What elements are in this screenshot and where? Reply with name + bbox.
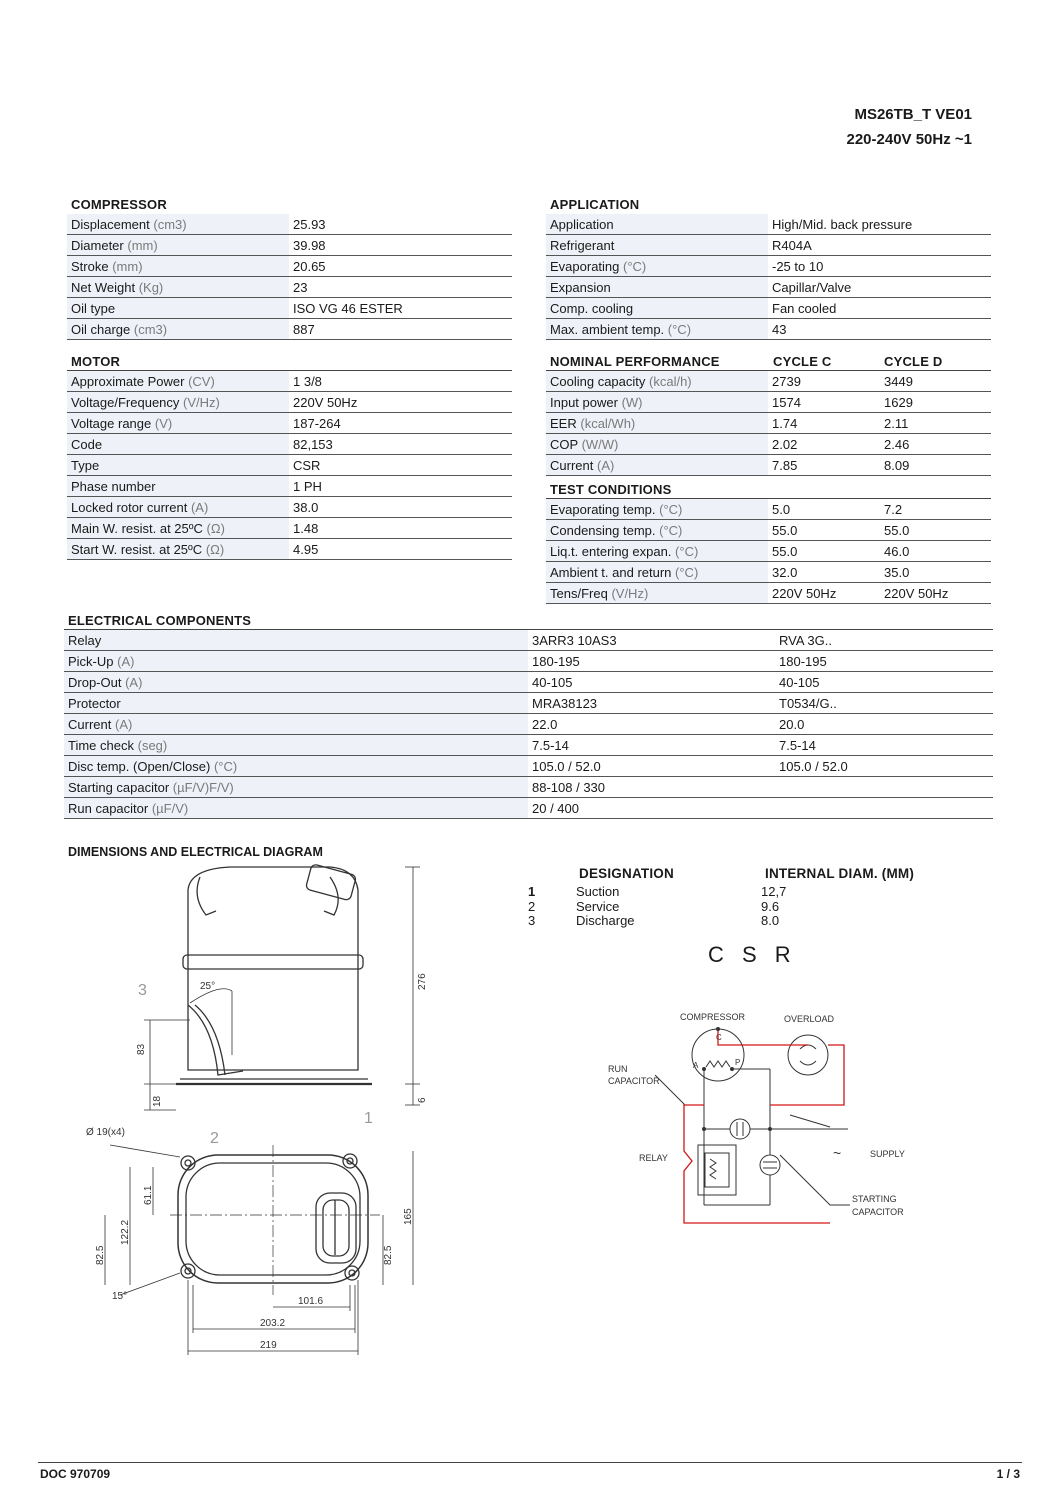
- label-unit: (CV): [188, 373, 215, 389]
- row-label: [546, 214, 768, 235]
- label-text: Evaporating temp.: [550, 501, 656, 517]
- motor-table: [67, 371, 512, 560]
- row-value-1: 32.0: [768, 562, 880, 583]
- row-value: 23: [289, 277, 512, 298]
- conn-label-3: 3: [138, 982, 147, 999]
- label-text: Run capacitor: [68, 800, 149, 816]
- table-row: [546, 214, 991, 235]
- label-unit: (A): [114, 716, 133, 732]
- connection-num: 2: [528, 898, 536, 914]
- table-row: [546, 256, 991, 277]
- table-row: [67, 256, 512, 277]
- dimension-drawing: [80, 855, 480, 1365]
- row-label: [546, 434, 768, 455]
- row-label: [546, 413, 768, 434]
- row-label: [67, 539, 289, 560]
- body-band: [183, 955, 363, 969]
- table-row: [546, 455, 991, 476]
- table-row: [546, 298, 991, 319]
- label-text: Application: [550, 216, 614, 232]
- label-overload: OVERLOAD: [784, 1014, 835, 1024]
- designation-header: DESIGNATION: [579, 866, 674, 881]
- row-value: 187-264: [289, 413, 512, 434]
- dim-122-2: 122.2: [120, 1219, 131, 1245]
- row-value-2: 7.5-14: [775, 735, 993, 756]
- label-text: Liq.t. entering expan.: [550, 543, 672, 559]
- dim-276: 276: [417, 973, 428, 990]
- doc-number: DOC 970709: [40, 1467, 111, 1481]
- label-text: Voltage range: [71, 415, 152, 431]
- dim-18: 18: [152, 1095, 163, 1107]
- row-label: [64, 756, 528, 777]
- table-row: [67, 319, 512, 340]
- dim-219: 219: [260, 1340, 277, 1351]
- row-value-1: 55.0: [768, 541, 880, 562]
- terminal-a: A: [693, 1061, 699, 1070]
- connection-row: [528, 913, 828, 928]
- cycle-d-header: CYCLE D: [884, 354, 943, 369]
- table-row: [546, 583, 991, 604]
- label-unit: (°C): [667, 321, 692, 337]
- row-label: [546, 277, 768, 298]
- label-unit: (mm): [127, 237, 158, 253]
- row-value: 220V 50Hz: [289, 392, 512, 413]
- row-label: [64, 630, 528, 651]
- label-starting: STARTING: [852, 1194, 897, 1204]
- label-text: Time check: [68, 737, 134, 753]
- red-wiring: [684, 1029, 844, 1223]
- table-row: [546, 541, 991, 562]
- label-text: Tens/Freq: [550, 585, 608, 601]
- label-unit: (A): [190, 499, 209, 515]
- label-run: RUN: [608, 1064, 628, 1074]
- connection-num: 1: [528, 884, 536, 899]
- label-text: Max. ambient temp.: [550, 321, 665, 337]
- row-label: [67, 277, 289, 298]
- label-unit: (V/Hz): [611, 585, 649, 601]
- table-row: [67, 539, 512, 560]
- table-row: [546, 562, 991, 583]
- row-value-1: 1.74: [768, 413, 880, 434]
- connection-diam: 8.0: [761, 913, 780, 928]
- row-label: [67, 434, 289, 455]
- row-value: ISO VG 46 ESTER: [289, 298, 512, 319]
- table-row: [67, 298, 512, 319]
- diagram-title: DIMENSIONS AND ELECTRICAL DIAGRAM: [68, 845, 323, 859]
- row-value-2: 8.09: [880, 455, 991, 476]
- label-unit: (°C): [659, 522, 683, 538]
- row-label: [64, 777, 528, 798]
- row-value: 20.65: [289, 256, 512, 277]
- table-row: [546, 319, 991, 340]
- row-label: [67, 298, 289, 319]
- cycle-c-header: CYCLE C: [773, 354, 832, 369]
- row-value: -25 to 10: [768, 256, 991, 277]
- model-number: MS26TB_T VE01: [854, 106, 972, 123]
- connection-diam: 12,7: [761, 884, 787, 899]
- label-text: Pick-Up: [68, 653, 114, 669]
- row-value-1: 180-195: [528, 651, 775, 672]
- label-unit: (°C): [675, 543, 699, 559]
- performance-title: NOMINAL PERFORMANCE: [550, 354, 720, 369]
- row-label: [546, 499, 768, 520]
- connection-num: 3: [528, 913, 536, 928]
- table-row: [546, 413, 991, 434]
- connection-name: Suction: [576, 884, 620, 899]
- row-value-2: RVA 3G..: [775, 630, 993, 651]
- row-label: [546, 298, 768, 319]
- row-label: [64, 693, 528, 714]
- test-conditions-title: TEST CONDITIONS: [550, 482, 672, 497]
- table-row: [67, 392, 512, 413]
- row-value: 1.48: [289, 518, 512, 539]
- side-tube-left: [197, 877, 216, 915]
- table-row: [546, 392, 991, 413]
- label-unit: (°C): [623, 258, 647, 274]
- row-value-2: 180-195: [775, 651, 993, 672]
- label-text: Input power: [550, 394, 618, 410]
- label-text: Code: [71, 436, 103, 452]
- conn-label-2: 2: [210, 1130, 219, 1147]
- row-value-2: [775, 798, 993, 819]
- label-text: COP: [550, 436, 578, 452]
- overload-symbol: [788, 1035, 828, 1075]
- dim-61-1: 61.1: [143, 1185, 154, 1205]
- row-label: [546, 520, 768, 541]
- table-row: [64, 756, 993, 777]
- dim-165: 165: [403, 1208, 414, 1225]
- row-label: [64, 735, 528, 756]
- table-row: [546, 235, 991, 256]
- dim-6: 6: [417, 1097, 428, 1103]
- performance-table: [546, 371, 991, 476]
- row-value-2: 7.2: [880, 499, 991, 520]
- label-text: Relay: [68, 632, 102, 648]
- row-label: [64, 714, 528, 735]
- row-value-1: 40-105: [528, 672, 775, 693]
- table-row: [546, 277, 991, 298]
- dim-angle-25: 25°: [200, 981, 216, 992]
- row-label: [67, 319, 289, 340]
- row-value: Capillar/Valve: [768, 277, 991, 298]
- label-text: Refrigerant: [550, 237, 615, 253]
- label-starting-capacitor: CAPACITOR: [852, 1207, 904, 1217]
- compressor-title: COMPRESSOR: [71, 197, 167, 212]
- label-text: Expansion: [550, 279, 611, 295]
- label-unit: (µF/V)F/V): [172, 779, 234, 795]
- row-label: [546, 455, 768, 476]
- dim-pin-diameter: Ø 19(x4): [86, 1127, 125, 1138]
- application-title: APPLICATION: [550, 197, 640, 212]
- row-value-1: MRA38123: [528, 693, 775, 714]
- label-text: Stroke: [71, 258, 109, 274]
- row-label: [546, 562, 768, 583]
- label-text: Diameter: [71, 237, 124, 253]
- internal-diam-header: INTERNAL DIAM. (MM): [765, 866, 915, 881]
- label-unit: (µF/V): [151, 800, 189, 816]
- label-unit: (°C): [213, 758, 238, 774]
- row-label: [546, 256, 768, 277]
- row-value-2: 105.0 / 52.0: [775, 756, 993, 777]
- label-run-capacitor: CAPACITOR: [608, 1076, 660, 1086]
- row-value-2: 35.0: [880, 562, 991, 583]
- row-value-1: 22.0: [528, 714, 775, 735]
- table-row: [67, 518, 512, 539]
- row-value-1: 1574: [768, 392, 880, 413]
- label-unit: (A): [117, 653, 135, 669]
- row-value-2: 40-105: [775, 672, 993, 693]
- label-text: Oil type: [71, 300, 116, 316]
- connection-name: Discharge: [576, 913, 635, 928]
- table-row: [546, 499, 991, 520]
- table-row: [64, 672, 993, 693]
- label-unit: (cm3): [153, 216, 187, 232]
- table-row: [64, 777, 993, 798]
- label-text: Oil charge: [71, 321, 131, 337]
- row-value: 39.98: [289, 235, 512, 256]
- row-value: 38.0: [289, 497, 512, 518]
- row-value-2: 55.0: [880, 520, 991, 541]
- table-row: [546, 520, 991, 541]
- table-row: [67, 371, 512, 392]
- table-row: [64, 798, 993, 819]
- label-text: Net Weight: [71, 279, 136, 295]
- table-row: [67, 434, 512, 455]
- label-unit: (Kg): [138, 279, 164, 295]
- dim-101-6: 101.6: [298, 1296, 324, 1307]
- electrical-title: ELECTRICAL COMPONENTS: [68, 613, 252, 628]
- label-unit: (kcal/Wh): [580, 415, 636, 431]
- start-capacitor-symbol: [760, 1155, 780, 1175]
- row-label: [546, 235, 768, 256]
- label-text: Start W. resist. at 25ºC: [71, 541, 203, 557]
- row-label: [64, 672, 528, 693]
- label-unit: (V/Hz): [183, 394, 220, 410]
- terminal-c: C: [716, 1033, 722, 1042]
- label-text: EER: [550, 415, 577, 431]
- row-value-1: 7.85: [768, 455, 880, 476]
- row-value-1: 5.0: [768, 499, 880, 520]
- dim-203-2: 203.2: [260, 1318, 286, 1329]
- connection-list: [528, 884, 828, 928]
- label-unit: (cm3): [133, 321, 168, 337]
- row-value: 1 PH: [289, 476, 512, 497]
- label-unit: (Ω): [206, 520, 225, 536]
- terminal-p: P: [735, 1058, 741, 1067]
- row-label: [67, 518, 289, 539]
- label-unit: (V): [154, 415, 173, 431]
- row-value-2: 220V 50Hz: [880, 583, 991, 604]
- row-value: 43: [768, 319, 991, 340]
- label-unit: (°C): [659, 501, 683, 517]
- label-unit: (Ω): [205, 541, 225, 557]
- label-supply: SUPPLY: [870, 1149, 905, 1159]
- label-unit: (A): [596, 457, 615, 473]
- table-row: [67, 413, 512, 434]
- row-label: [546, 371, 768, 392]
- table-row: [67, 277, 512, 298]
- row-value: Fan cooled: [768, 298, 991, 319]
- table-row: [546, 371, 991, 392]
- table-row: [67, 214, 512, 235]
- label-text: Current: [68, 716, 112, 732]
- row-value: High/Mid. back pressure: [768, 214, 991, 235]
- label-text: Main W. resist. at 25ºC: [71, 520, 203, 536]
- label-text: Drop-Out: [68, 674, 122, 690]
- connection-row: [528, 884, 828, 899]
- application-table: [546, 214, 991, 340]
- row-label: [67, 214, 289, 235]
- label-text: Protector: [68, 695, 121, 711]
- table-row: [64, 693, 993, 714]
- table-row: [64, 651, 993, 672]
- label-unit: (seg): [137, 737, 168, 753]
- label-text: Approximate Power: [71, 373, 185, 389]
- row-value: 4.95: [289, 539, 512, 560]
- motor-title: MOTOR: [71, 354, 121, 369]
- connection-row: [528, 899, 828, 914]
- row-value-2: 20.0: [775, 714, 993, 735]
- wiring-diagram: [600, 1005, 930, 1235]
- row-value-1: 3ARR3 10AS3: [528, 630, 775, 651]
- label-text: Voltage/Frequency: [71, 394, 180, 410]
- label-compressor: COMPRESSOR: [680, 1012, 746, 1022]
- row-label: [67, 497, 289, 518]
- row-label: [546, 541, 768, 562]
- label-unit: (A): [125, 674, 143, 690]
- label-unit: (W/W): [581, 436, 619, 452]
- run-capacitor-symbol: [730, 1119, 750, 1139]
- row-label: [64, 651, 528, 672]
- table-row: [546, 434, 991, 455]
- row-label: [546, 583, 768, 604]
- row-value-2: 46.0: [880, 541, 991, 562]
- row-value-1: 220V 50Hz: [768, 583, 880, 604]
- label-unit: (mm): [112, 258, 143, 274]
- row-label: [67, 413, 289, 434]
- row-value-1: 2.02: [768, 434, 880, 455]
- row-value-2: 1629: [880, 392, 991, 413]
- row-value-1: 105.0 / 52.0: [528, 756, 775, 777]
- row-value-1: 7.5-14: [528, 735, 775, 756]
- row-value: 1 3/8: [289, 371, 512, 392]
- label-text: Displacement: [71, 216, 150, 232]
- label-text: Current: [550, 457, 594, 473]
- table-row: [64, 735, 993, 756]
- label-unit: (W): [621, 394, 643, 410]
- row-label: [546, 319, 768, 340]
- table-row: [64, 630, 993, 651]
- row-value: 887: [289, 319, 512, 340]
- supply-symbol: ~: [833, 1145, 842, 1161]
- row-value: CSR: [289, 455, 512, 476]
- row-value-2: 3449: [880, 371, 991, 392]
- dim-82-5-left: 82.5: [95, 1245, 106, 1265]
- row-value-1: 20 / 400: [528, 798, 775, 819]
- connection-diam: 9.6: [761, 898, 780, 914]
- table-row: [64, 714, 993, 735]
- table-row: [67, 476, 512, 497]
- label-text: Condensing temp.: [550, 522, 656, 538]
- dim-83: 83: [136, 1043, 147, 1055]
- row-label: [67, 371, 289, 392]
- row-label: [67, 392, 289, 413]
- row-label: [67, 476, 289, 497]
- label-text: Starting capacitor: [68, 779, 170, 795]
- motor-type-label: C S R: [708, 942, 797, 967]
- row-value: R404A: [768, 235, 991, 256]
- dim-82-5-right: 82.5: [383, 1245, 394, 1265]
- row-value-1: 55.0: [768, 520, 880, 541]
- row-value-2: 2.46: [880, 434, 991, 455]
- test-conditions-table: [546, 499, 991, 604]
- row-value-1: 2739: [768, 371, 880, 392]
- label-text: Evaporating: [550, 258, 620, 274]
- conn-label-1: 1: [364, 1110, 373, 1127]
- row-value: 82,153: [289, 434, 512, 455]
- row-label: [64, 798, 528, 819]
- row-value: 25.93: [289, 214, 512, 235]
- label-text: Locked rotor current: [71, 499, 188, 515]
- label-text: Phase number: [71, 478, 156, 494]
- label-text: Disc temp. (Open/Close): [68, 758, 211, 774]
- compressor-table: [67, 214, 512, 340]
- table-row: [67, 455, 512, 476]
- row-value-2: [775, 777, 993, 798]
- row-label: [67, 235, 289, 256]
- row-value-1: 88-108 / 330: [528, 777, 775, 798]
- label-relay: RELAY: [639, 1153, 668, 1163]
- dim-angle-15: 15°: [112, 1291, 128, 1302]
- page-number: 1 / 3: [996, 1467, 1020, 1481]
- row-label: [67, 455, 289, 476]
- label-text: Cooling capacity: [550, 373, 646, 389]
- connection-name: Service: [576, 898, 620, 914]
- row-label: [546, 392, 768, 413]
- label-unit: (°C): [675, 564, 699, 580]
- label-text: Type: [71, 457, 100, 473]
- voltage-rating: 220-240V 50Hz ~1: [846, 131, 972, 148]
- label-unit: (kcal/h): [649, 373, 692, 389]
- label-text: Ambient t. and return: [550, 564, 672, 580]
- row-value-2: 2.11: [880, 413, 991, 434]
- electrical-table: [64, 630, 993, 819]
- table-row: [67, 235, 512, 256]
- row-label: [67, 256, 289, 277]
- row-value-2: T0534/G..: [775, 693, 993, 714]
- label-text: Comp. cooling: [550, 300, 634, 316]
- table-row: [67, 497, 512, 518]
